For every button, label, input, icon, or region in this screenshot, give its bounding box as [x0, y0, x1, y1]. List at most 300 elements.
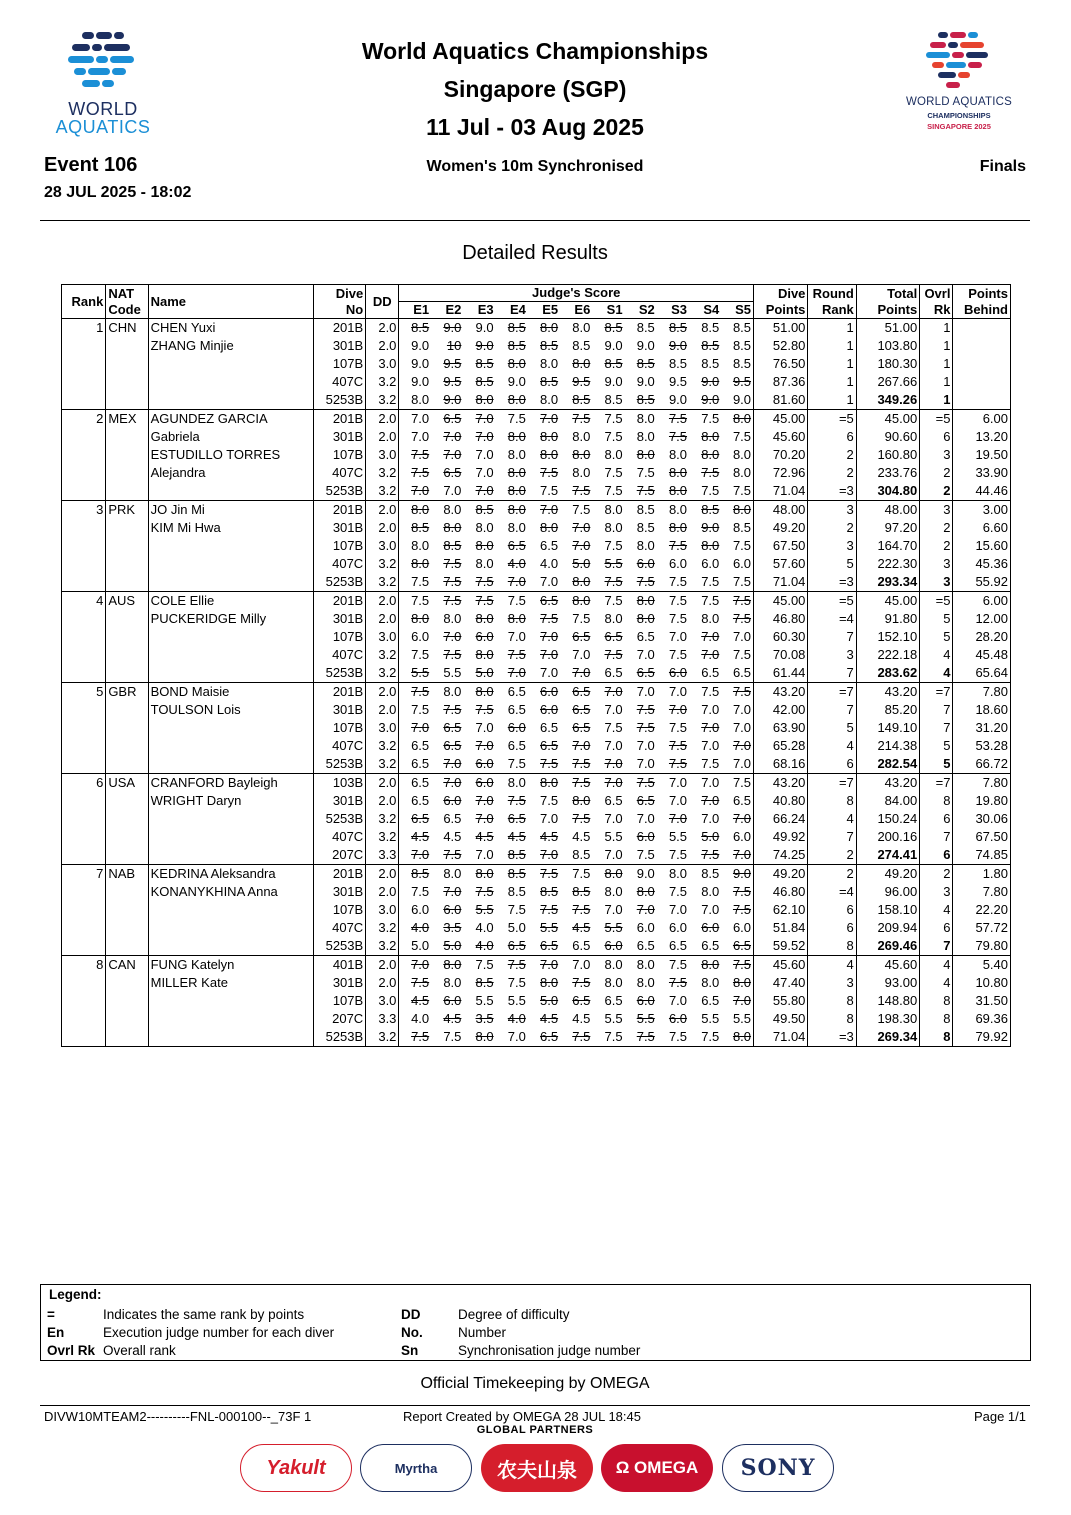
points-behind-cell: 15.60 [953, 537, 1011, 555]
judge-score-cell: 6.0 [475, 629, 494, 644]
dive-points-cell: 49.20 [754, 519, 808, 537]
dive-no-cell: 207C [313, 1010, 365, 1028]
dive-points-cell: 60.30 [754, 628, 808, 646]
rank-cell [62, 482, 106, 501]
dive-no-cell: 5253B [313, 755, 365, 774]
judge-score-cell: 8.5 [721, 355, 753, 373]
total-points-cell: 96.00 [856, 883, 919, 901]
overall-rank-cell: 5 [920, 755, 953, 774]
judge-score-cell: 9.0 [507, 374, 526, 389]
total-points-cell: 180.30 [856, 355, 919, 373]
athlete-name-cell [148, 664, 313, 683]
judge-score-cell: 8.5 [399, 319, 431, 338]
judge-score-cell: 7.0 [721, 992, 753, 1010]
dd-cell: 3.0 [366, 628, 399, 646]
judge-score-cell: 4.5 [443, 1011, 462, 1026]
table-row [62, 610, 1011, 628]
judge-score-cell: 7.5 [668, 720, 688, 735]
judge-score-cell: 7.5 [399, 683, 431, 702]
legend-key: En [47, 1325, 65, 1340]
judge-score-cell: 7.0 [399, 410, 431, 429]
rank-cell [62, 828, 106, 846]
dive-points-cell: 52.80 [754, 337, 808, 355]
judge-score-cell: 7.5 [496, 410, 528, 429]
judge-score-cell: 9.0 [604, 338, 623, 353]
judge-score-cell: 9.5 [443, 374, 462, 389]
judge-score-cell: 6.5 [443, 738, 462, 753]
dive-points-cell: 46.80 [754, 610, 808, 628]
header-round-rank: Round Rank [808, 285, 856, 319]
nat-code-cell: MEX [106, 410, 148, 429]
total-points-cell: 198.30 [856, 1010, 919, 1028]
judge-score-cell: 7.0 [528, 956, 560, 975]
dive-points-cell: 59.52 [754, 937, 808, 956]
judge-score-cell: 7.0 [604, 847, 623, 862]
judge-score-cell: 6.5 [540, 538, 559, 553]
nat-code-cell [106, 482, 148, 501]
judge-score-cell: 7.0 [540, 811, 559, 826]
points-behind-cell: 67.50 [953, 828, 1011, 846]
judge-score-cell: 6.5 [636, 793, 655, 808]
header-judge-e2: E2 [431, 302, 463, 319]
judge-score-cell: 8.0 [636, 429, 655, 444]
judge-score-cell: 6.0 [399, 628, 431, 646]
judge-score-cell: 5.5 [540, 920, 559, 935]
judge-score-cell: 8.5 [463, 501, 495, 520]
table-row [62, 573, 1011, 592]
judge-score-cell: 8.0 [463, 865, 495, 884]
judge-score-cell: 8.0 [463, 1028, 495, 1047]
overall-rank-cell: 4 [920, 901, 953, 919]
dd-cell: 3.2 [366, 555, 399, 573]
total-points-cell: 85.20 [856, 701, 919, 719]
judge-score-cell: 8.0 [701, 975, 720, 990]
round-rank-cell: 2 [808, 846, 856, 865]
judge-score-cell: 6.0 [636, 920, 655, 935]
total-points-cell: 282.54 [856, 755, 919, 774]
rank-cell: 6 [62, 774, 106, 793]
judge-score-cell: 6.5 [507, 538, 526, 553]
section-title: Detailed Results [462, 242, 608, 264]
legend-title: Legend: [49, 1287, 102, 1302]
nat-code-cell [106, 646, 148, 664]
judge-score-cell: 7.0 [507, 665, 526, 680]
round-rank-cell: 6 [808, 919, 856, 937]
points-behind-cell: 45.48 [953, 646, 1011, 664]
dd-cell: 2.0 [366, 956, 399, 975]
athlete-name-cell [148, 846, 313, 865]
judge-score-cell: 8.5 [540, 338, 559, 353]
judge-score-cell: 6.0 [701, 556, 720, 571]
dive-no-cell: 301B [313, 519, 365, 537]
total-points-cell: 48.00 [856, 501, 919, 520]
rank-cell [62, 464, 106, 482]
legend-key: Ovrl Rk [47, 1343, 96, 1358]
judge-score-cell: 8.5 [572, 847, 591, 862]
dive-no-cell: 5253B [313, 664, 365, 683]
overall-rank-cell: =5 [920, 592, 953, 611]
dd-cell: 2.0 [366, 865, 399, 884]
judge-score-cell: 8.0 [604, 975, 623, 990]
judge-score-cell: 7.5 [399, 646, 431, 664]
judge-score-cell: 9.0 [399, 337, 431, 355]
round-rank-cell: 8 [808, 937, 856, 956]
dive-points-cell: 71.04 [754, 482, 808, 501]
judge-score-cell: 8.0 [540, 392, 559, 407]
dd-cell: 3.2 [366, 646, 399, 664]
judge-score-cell: 7.5 [636, 720, 655, 735]
judge-score-cell: 7.5 [475, 884, 494, 899]
round-rank-cell: 4 [808, 956, 856, 975]
judge-score-cell: 8.0 [431, 501, 463, 520]
points-behind-cell: 10.80 [953, 974, 1011, 992]
nat-code-cell: AUS [106, 592, 148, 611]
rank-cell: 3 [62, 501, 106, 520]
round-rank-cell: =5 [808, 410, 856, 429]
legend-key: No. [401, 1325, 423, 1340]
athlete-name-cell [148, 737, 313, 755]
judge-score-cell: 7.0 [507, 629, 526, 644]
legend-desc: Indicates the same rank by points [103, 1307, 305, 1322]
judge-score-cell: 7.0 [560, 956, 592, 975]
judge-score-cell: 7.0 [399, 428, 431, 446]
judge-score-cell: 7.5 [668, 647, 688, 662]
judge-score-cell: 5.5 [604, 556, 623, 571]
judge-score-cell: 8.0 [507, 520, 526, 535]
round-rank-cell: 4 [808, 737, 856, 755]
dd-cell: 3.2 [366, 937, 399, 956]
judge-score-cell: 7.0 [636, 738, 655, 753]
judge-score-cell: 6.0 [540, 702, 559, 717]
judge-score-cell: 7.0 [592, 774, 624, 793]
judge-score-cell: 8.0 [399, 501, 431, 520]
nat-code-cell [106, 464, 148, 482]
athlete-name-cell [148, 901, 313, 919]
judge-score-cell: 8.0 [431, 865, 463, 884]
athlete-name-cell: BOND Maisie [148, 683, 313, 702]
judge-score-cell: 7.5 [463, 592, 495, 611]
points-behind-cell [953, 355, 1011, 373]
judge-score-cell: 7.5 [604, 538, 623, 553]
nat-code-cell [106, 1028, 148, 1047]
judge-score-cell: 6.5 [443, 720, 462, 735]
round-rank-cell: 2 [808, 464, 856, 482]
dive-no-cell: 301B [313, 701, 365, 719]
header-judge-s1: S1 [592, 302, 624, 319]
judge-score-cell: 7.0 [668, 793, 688, 808]
judge-score-cell: 7.5 [496, 956, 528, 975]
header-rank: Rank [62, 285, 106, 319]
dive-points-cell: 49.92 [754, 828, 808, 846]
table-row [62, 664, 1011, 683]
dive-no-cell: 5253B [313, 482, 365, 501]
judge-score-cell: 5.5 [668, 829, 688, 844]
dive-no-cell: 201B [313, 501, 365, 520]
rank-cell: 7 [62, 865, 106, 884]
table-row [62, 992, 1011, 1010]
judge-score-cell: 8.0 [701, 611, 720, 626]
overall-rank-cell: 2 [920, 482, 953, 501]
points-behind-cell: 69.36 [953, 1010, 1011, 1028]
header-judge-s2: S2 [625, 302, 657, 319]
judge-score-cell: 7.0 [604, 756, 623, 771]
judge-score-cell: 8.0 [507, 392, 526, 407]
dive-points-cell: 45.60 [754, 956, 808, 975]
total-points-cell: 90.60 [856, 428, 919, 446]
judge-score-cell: 7.0 [443, 447, 462, 462]
judge-score-cell: 8.0 [572, 793, 591, 808]
header-judge-e4: E4 [496, 302, 528, 319]
points-behind-cell: 6.00 [953, 592, 1011, 611]
judge-score-cell: 7.5 [399, 446, 431, 464]
judge-score-cell: 6.5 [701, 665, 720, 680]
judge-score-cell: 7.0 [572, 738, 591, 753]
judge-score-cell: 7.5 [668, 738, 688, 753]
judge-score-cell: 8.0 [475, 647, 494, 662]
judge-score-cell: 8.0 [572, 447, 591, 462]
dive-points-cell: 63.90 [754, 719, 808, 737]
nat-code-cell [106, 755, 148, 774]
judge-score-cell: 7.0 [604, 702, 623, 717]
partner-nongfu-logo: 农夫山泉 [481, 1444, 593, 1492]
points-behind-cell: 7.80 [953, 683, 1011, 702]
judge-score-cell: 6.5 [636, 629, 655, 644]
round-rank-cell: 1 [808, 355, 856, 373]
dive-points-cell: 55.80 [754, 992, 808, 1010]
judge-score-cell: 6.5 [399, 810, 431, 828]
total-points-cell: 91.80 [856, 610, 919, 628]
footer-divider [40, 1405, 1030, 1406]
judge-score-cell: 6.0 [701, 920, 720, 935]
dd-cell: 3.2 [366, 828, 399, 846]
judge-score-cell: 6.0 [399, 901, 431, 919]
judge-score-cell: 6.0 [475, 756, 494, 771]
dd-cell: 2.0 [366, 774, 399, 793]
rank-cell [62, 355, 106, 373]
nat-code-cell [106, 628, 148, 646]
nat-code-cell [106, 883, 148, 901]
judge-score-cell: 8.0 [668, 465, 688, 480]
judge-score-cell: 6.0 [668, 665, 688, 680]
judge-score-cell: 8.0 [399, 537, 431, 555]
judge-score-cell: 6.0 [443, 993, 462, 1008]
judge-score-cell: 7.5 [572, 756, 591, 771]
judge-score-cell: 8.5 [689, 501, 721, 520]
judge-score-cell: 7.0 [721, 701, 753, 719]
dd-cell: 3.2 [366, 373, 399, 391]
athlete-name-cell: CRANFORD Bayleigh [148, 774, 313, 793]
judge-score-cell: 7.5 [701, 756, 720, 771]
total-points-cell: 222.30 [856, 555, 919, 573]
judge-score-cell: 7.5 [689, 683, 721, 702]
judge-score-cell: 8.5 [475, 374, 494, 389]
judge-score-cell: 5.5 [636, 1011, 655, 1026]
judge-score-cell: 4.5 [572, 920, 591, 935]
nat-code-cell [106, 901, 148, 919]
judge-score-cell: 8.5 [689, 865, 721, 884]
total-points-cell: 97.20 [856, 519, 919, 537]
judge-score-cell: 7.0 [540, 629, 559, 644]
nat-code-cell [106, 810, 148, 828]
total-points-cell: 164.70 [856, 537, 919, 555]
judge-score-cell: 7.0 [636, 756, 655, 771]
nat-code-cell [106, 919, 148, 937]
overall-rank-cell: 1 [920, 319, 953, 338]
legend-desc: Execution judge number for each diver [103, 1325, 335, 1340]
judge-score-cell: 8.0 [496, 501, 528, 520]
judge-score-cell: 7.0 [701, 647, 720, 662]
overall-rank-cell: 8 [920, 992, 953, 1010]
judge-score-cell: 7.0 [528, 501, 560, 520]
rank-cell [62, 391, 106, 410]
points-behind-cell [953, 373, 1011, 391]
header-judge-score: Judge's Score [399, 285, 754, 302]
judge-score-cell: 8.0 [636, 447, 655, 462]
judge-score-cell: 7.5 [636, 465, 655, 480]
total-points-cell: 45.00 [856, 410, 919, 429]
round-rank-cell: 5 [808, 555, 856, 573]
judge-score-cell: 7.0 [701, 629, 720, 644]
judge-score-cell: 8.0 [625, 592, 657, 611]
total-points-cell: 150.24 [856, 810, 919, 828]
judge-score-cell: 8.0 [701, 429, 720, 444]
nat-code-cell [106, 828, 148, 846]
judge-score-cell: 7.5 [668, 611, 688, 626]
judge-score-cell: 7.0 [701, 902, 720, 917]
judge-score-cell: 7.0 [604, 902, 623, 917]
rank-cell [62, 628, 106, 646]
round-rank-cell: 8 [808, 1010, 856, 1028]
judge-score-cell: 7.0 [721, 628, 753, 646]
rank-cell [62, 810, 106, 828]
judge-score-cell: 9.0 [463, 319, 495, 338]
event-phase: Finals [979, 158, 1026, 175]
judge-score-cell: 9.0 [701, 520, 720, 535]
round-rank-cell: =7 [808, 683, 856, 702]
judge-score-cell: 8.0 [721, 1028, 753, 1047]
judge-score-cell: 7.5 [668, 574, 688, 589]
overall-rank-cell: 1 [920, 391, 953, 410]
nat-code-cell [106, 428, 148, 446]
dive-no-cell: 5253B [313, 391, 365, 410]
judge-score-cell: 6.0 [668, 1011, 688, 1026]
total-points-cell: 222.18 [856, 646, 919, 664]
judge-score-cell: 8.0 [721, 410, 753, 429]
table-row [62, 755, 1011, 774]
overall-rank-cell: 2 [920, 464, 953, 482]
dd-cell: 3.2 [366, 810, 399, 828]
judge-score-cell: 5.5 [604, 829, 623, 844]
header-dive-points: Dive Points [754, 285, 808, 319]
judge-score-cell: 6.0 [721, 828, 753, 846]
judge-score-cell: 5.5 [701, 1011, 720, 1026]
judge-score-cell: 8.0 [604, 447, 623, 462]
partner-myrtha-logo: Myrtha [360, 1444, 472, 1492]
judge-score-cell: 8.5 [657, 319, 689, 338]
total-points-cell: 43.20 [856, 774, 919, 793]
judge-score-cell: 7.0 [636, 811, 655, 826]
judge-score-cell: 7.0 [399, 482, 431, 501]
nat-code-cell: CAN [106, 956, 148, 975]
judge-score-cell: 8.5 [592, 319, 624, 338]
overall-rank-cell: 6 [920, 428, 953, 446]
judge-score-cell: 8.0 [399, 391, 431, 410]
judge-score-cell: 4.5 [540, 829, 559, 844]
header-points-behind: Points Behind [953, 285, 1011, 319]
judge-score-cell: 7.5 [507, 793, 526, 808]
judge-score-cell: 7.5 [399, 974, 431, 992]
nat-code-cell [106, 446, 148, 464]
table-row [62, 828, 1011, 846]
table-row [62, 428, 1011, 446]
judge-score-cell: 7.5 [668, 975, 688, 990]
dive-points-cell: 43.20 [754, 774, 808, 793]
dive-points-cell: 61.44 [754, 664, 808, 683]
legend-desc: Number [458, 1325, 507, 1340]
judge-score-cell: 7.0 [475, 811, 494, 826]
overall-rank-cell: 7 [920, 937, 953, 956]
judge-score-cell: 7.5 [443, 574, 462, 589]
dive-points-cell: 42.00 [754, 701, 808, 719]
dd-cell: 2.0 [366, 319, 399, 338]
athlete-name-cell [148, 810, 313, 828]
nat-code-cell [106, 701, 148, 719]
judge-score-cell: 6.0 [507, 720, 526, 735]
overall-rank-cell: 3 [920, 446, 953, 464]
rank-cell [62, 937, 106, 956]
overall-rank-cell: =7 [920, 683, 953, 702]
judge-score-cell: 4.0 [507, 1011, 526, 1026]
points-behind-cell: 3.00 [953, 501, 1011, 520]
judge-score-cell: 9.5 [572, 374, 591, 389]
dd-cell: 3.3 [366, 846, 399, 865]
dive-points-cell: 71.04 [754, 573, 808, 592]
judge-score-cell: 6.5 [496, 683, 528, 702]
judge-score-cell: 6.5 [399, 792, 431, 810]
total-points-cell: 152.10 [856, 628, 919, 646]
overall-rank-cell: 3 [920, 573, 953, 592]
judge-score-cell: 8.5 [572, 338, 591, 353]
judge-score-cell: 7.5 [701, 574, 720, 589]
judge-score-cell: 6.5 [636, 665, 655, 680]
table-row [62, 883, 1011, 901]
judge-score-cell: 8.5 [625, 501, 657, 520]
event-number: Event 106 [44, 154, 138, 176]
judge-score-cell: 8.0 [572, 429, 591, 444]
points-behind-cell: 1.80 [953, 865, 1011, 884]
table-row [62, 464, 1011, 482]
judge-score-cell: 6.5 [443, 811, 462, 826]
round-rank-cell: =4 [808, 610, 856, 628]
judge-score-cell: 6.0 [721, 919, 753, 937]
overall-rank-cell: 2 [920, 519, 953, 537]
athlete-name-cell: KONANYKHINA Anna [148, 883, 313, 901]
judge-score-cell: 7.0 [540, 574, 559, 589]
rank-cell [62, 792, 106, 810]
judge-score-cell: 8.0 [431, 683, 463, 702]
judge-score-cell: 7.5 [721, 610, 753, 628]
judge-score-cell: 8.0 [443, 520, 462, 535]
rank-cell [62, 974, 106, 992]
nat-code-cell [106, 555, 148, 573]
judge-score-cell: 8.0 [475, 538, 494, 553]
athlete-name-cell [148, 1010, 313, 1028]
athlete-name-cell [148, 628, 313, 646]
header-dd: DD [366, 285, 399, 319]
nat-code-cell [106, 792, 148, 810]
total-points-cell: 214.38 [856, 737, 919, 755]
table-row [62, 956, 1011, 975]
